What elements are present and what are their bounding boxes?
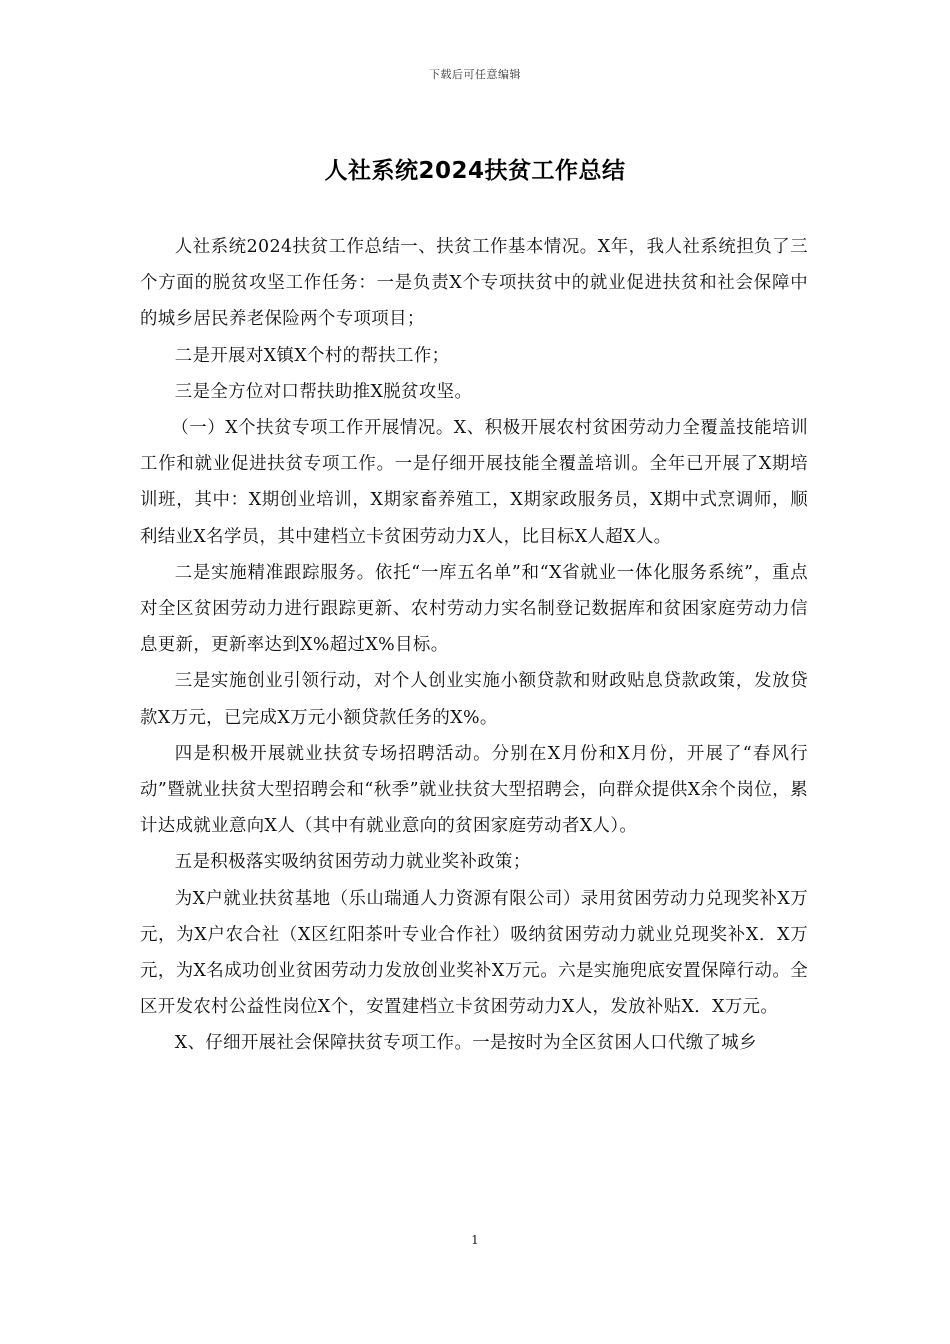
page-number: 1 <box>471 1233 479 1247</box>
document-title: 人社系统2024扶贫工作总结 <box>324 158 626 184</box>
paragraph: 二是实施精准跟踪服务。依托“一库五名单”和“X省就业一体化服务系统”，重点对全区贫困劳动力进行跟踪更新、农村劳动力实名制登记数据库和贫困家庭劳动力信息更新，更新率达到X%超过X%目标。 <box>140 562 808 656</box>
paragraph: 四是积极开展就业扶贫专场招聘活动。分别在X月份和X月份，开展了“春风行动”暨就业扶贫大型招聘会和“秋季”就业扶贫大型招聘会，向群众提供X余个岗位，累计达成就业意向X人（其中有就业意向的贫困家庭劳动者X人）。 <box>140 743 808 837</box>
paragraph: 二是开展对X镇X个村的帮扶工作； <box>174 345 450 366</box>
paragraph: 人社系统2024扶贫工作总结一、扶贫工作基本情况。X年，我人社系统担负了三个方面的脱贫攻坚工作任务：一是负责X个专项扶贫中的就业促进扶贫和社会保障中的城乡居民养老保险两个专项项目； <box>140 237 808 330</box>
paragraph: （一）X个扶贫专项工作开展情况。X、积极开展农村贫困劳动力全覆盖技能培训工作和就业促进扶贫专项工作。一是仔细开展技能全覆盖培训。全年已开展了X期培训班，其中：X期创业培训，X期家畜养殖工，X期家政服务员，X期中式烹调师，顺利结业X名学员，其中建档立卡贫困劳动力X人，比目标X人超X人。 <box>140 418 808 547</box>
document-body <box>140 229 808 1062</box>
paragraph: 为X户就业扶贫基地（乐山瑞通人力资源有限公司）录用贫困劳动力兑现奖补X万元，为X户农合社（X区红阳茶叶专业合作社）吸纳贫困劳动力就业兑现奖补X．X万元，为X名成功创业贫困劳动力发放创业奖补X万元。六是实施兜底安置保障行动。全区开发农村公益性岗位X个，安置建档立卡贫困劳动力X人，发放补贴X．X万元。 <box>140 888 808 1018</box>
paragraph: 三是全方位对口帮扶助推X脱贫攻坚。 <box>174 381 473 402</box>
page-header-note: 下载后可任意编辑 <box>429 68 521 81</box>
paragraph: 三是实施创业引领行动，对个人创业实施小额贷款和财政贴息贷款政策，发放贷款X万元，已完成X万元小额贷款任务的X%。 <box>140 671 808 728</box>
paragraph: X、仔细开展社会保障扶贫专项工作。一是按时为全区贫困人口代缴了城乡 <box>174 1033 757 1054</box>
paragraph: 五是积极落实吸纳贫困劳动力就业奖补政策； <box>174 852 531 873</box>
